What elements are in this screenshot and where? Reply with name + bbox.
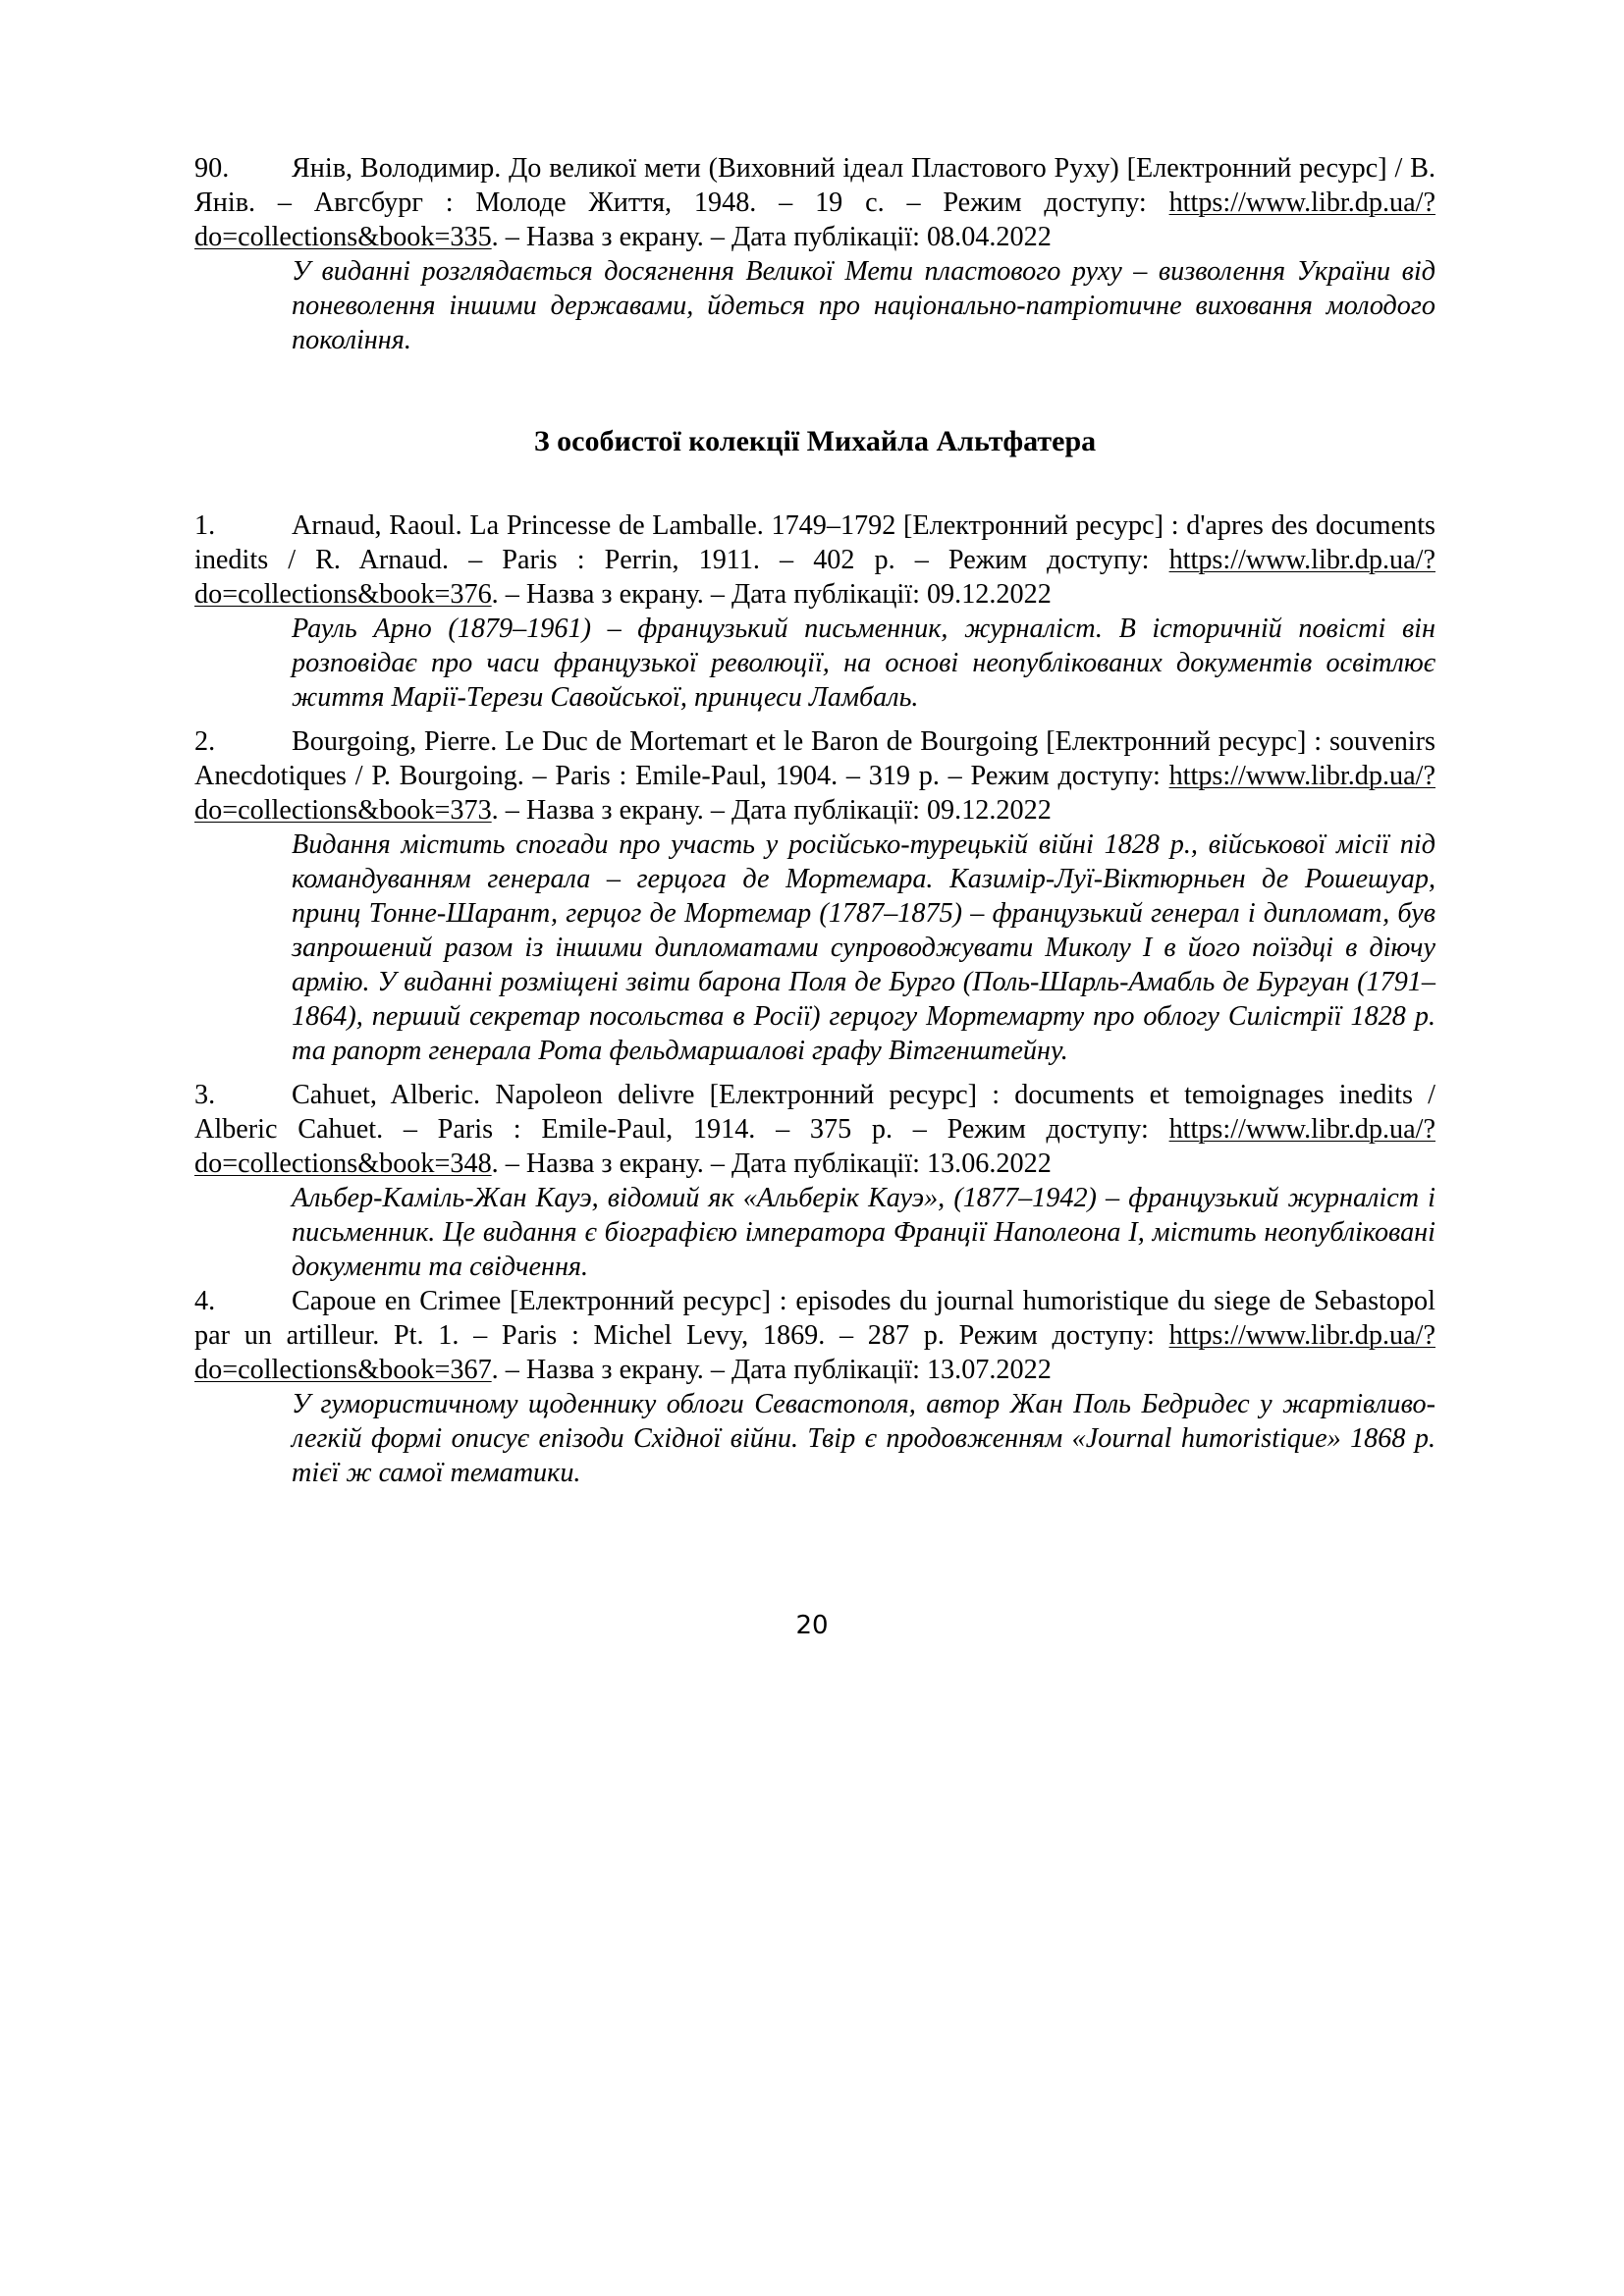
entry-number: 90. bbox=[194, 153, 230, 184]
page-content bbox=[194, 151, 1435, 1490]
bibliography-entry bbox=[194, 1284, 1435, 1490]
entry-text-after: . – Назва з екрану. – Дата публікації: 09.12.2022 bbox=[491, 579, 1052, 610]
entry-annotation: У виданні розглядається досягнення Великої Мети пластового руху – визволення України від поневолення іншими державами, йдеться про національно-патріотичне виховання молодого покоління. bbox=[292, 256, 1435, 355]
entry-text: Capoue en Crimee [Електронний ресурс] : episodes du journal humoristique du siege de Sebastopol par un artilleur. Pt. 1. – Paris : Michel Levy, 1869. – 287 p. Режим доступу: bbox=[194, 1286, 1435, 1351]
entry-annotation: Видання містить спогади про участь у російсько-турецькій війні 1828 р., військової місії під командуванням генерала – герцога де Мортемара. Казимір-Луї-Віктюрньен де Рошешуар, принц Тонне-Шарант, герцог де Мортемар (1787–1875) – французький генерал і дипломат, був запрошений разом із іншими дипломатами супроводжувати Миколу І в його поїздці в діючу армію. У виданні розміщені звіти барона Поля де Бурго (Поль-Шарль-Амабль де Бургуан (1791–1864), перший секретар посольства в Росії) герцогу Мортемарту про облогу Силістрії 1828 р. та рапорт генерала Рота фельдмаршалові графу Вітгенштейну. bbox=[292, 829, 1435, 1066]
entry-text-after: . – Назва з екрану. – Дата публікації: 09.12.2022 bbox=[491, 795, 1052, 826]
entry-text: Cahuet, Alberic. Napoleon delivre [Електронний ресурс] : documents et temoignages inedits / Alberic Cahuet. – Paris : Emile-Paul, 1914. – 375 p. – Режим доступу: bbox=[194, 1080, 1435, 1145]
entry-link[interactable]: https://www.libr.dp.ua/?do=collections&book=367 bbox=[194, 1320, 1435, 1385]
entry-link[interactable]: https://www.libr.dp.ua/?do=collections&book=373 bbox=[194, 761, 1435, 826]
entry-text-after: . – Назва з екрану. – Дата публікації: 13.06.2022 bbox=[491, 1148, 1052, 1179]
entry-annotation: Альбер-Каміль-Жан Кауэ, відомий як «Альберік Кауэ», (1877–1942) – французький журналіст і письменник. Це видання є біографією імператора Франції Наполеона I, містить неопубліковані документи та свідчення. bbox=[292, 1183, 1435, 1282]
page-number: 20 bbox=[795, 1611, 829, 1640]
bibliography-entry bbox=[194, 151, 1435, 357]
bibliography-entry bbox=[194, 508, 1435, 715]
entry-text: Arnaud, Raoul. La Princesse de Lamballe. 1749–1792 [Електронний ресурс] : d'apres des documents inedits / R. Arnaud. – Paris : Perrin, 1911. – 402 p. – Режим доступу: bbox=[194, 510, 1435, 575]
entry-number: 1. bbox=[194, 510, 216, 541]
entry-link[interactable]: https://www.libr.dp.ua/?do=collections&book=335 bbox=[194, 187, 1435, 252]
entry-text-after: . – Назва з екрану. – Дата публікації: 08.04.2022 bbox=[491, 222, 1052, 252]
section-title: З особистої колекції Михайла Альтфатера bbox=[533, 425, 1097, 457]
entry-citation bbox=[194, 151, 1435, 254]
entry-number: 4. bbox=[194, 1286, 216, 1316]
entry-text: Янів, Володимир. До великої мети (Виховний ідеал Пластового Руху) [Електронний ресурс] / В. Янів. – Авгсбург : Молоде Життя, 1948. – 19 с. – Режим доступу: bbox=[194, 153, 1435, 218]
entry-number: 3. bbox=[194, 1080, 216, 1110]
bibliography-entry bbox=[194, 724, 1435, 1068]
entry-link[interactable]: https://www.libr.dp.ua/?do=collections&book=348 bbox=[194, 1114, 1435, 1179]
entry-text: Bourgoing, Pierre. Le Duc de Mortemart et le Baron de Bourgoing [Електронний ресурс] : souvenirs Anecdotiques / P. Bourgoing. – Paris : Emile-Paul, 1904. – 319 p. – Режим доступу: bbox=[194, 726, 1435, 791]
entry-annotation: Рауль Арно (1879–1961) – французький письменник, журналіст. В історичній повісті він розповідає про часи французької революції, на основі неопублікованих документів освітлює життя Марії-Терези Савойської, принцеси Ламбаль. bbox=[292, 614, 1435, 713]
entry-annotation: У гумористичному щоденнику облоги Севастополя, автор Жан Поль Бедридес у жартівливо-легкій формі описує епізоди Східної війни. Твір є продовженням «Journal humoristique» 1868 р. тієї ж самої тематики. bbox=[292, 1389, 1435, 1488]
entry-text-after: . – Назва з екрану. – Дата публікації: 13.07.2022 bbox=[491, 1355, 1052, 1385]
entry-citation bbox=[194, 724, 1435, 828]
entry-citation bbox=[194, 1078, 1435, 1181]
entry-number: 2. bbox=[194, 726, 216, 757]
bibliography-entry bbox=[194, 1078, 1435, 1284]
entry-link[interactable]: https://www.libr.dp.ua/?do=collections&book=376 bbox=[194, 545, 1435, 610]
entry-citation bbox=[194, 1284, 1435, 1387]
entry-citation bbox=[194, 508, 1435, 612]
